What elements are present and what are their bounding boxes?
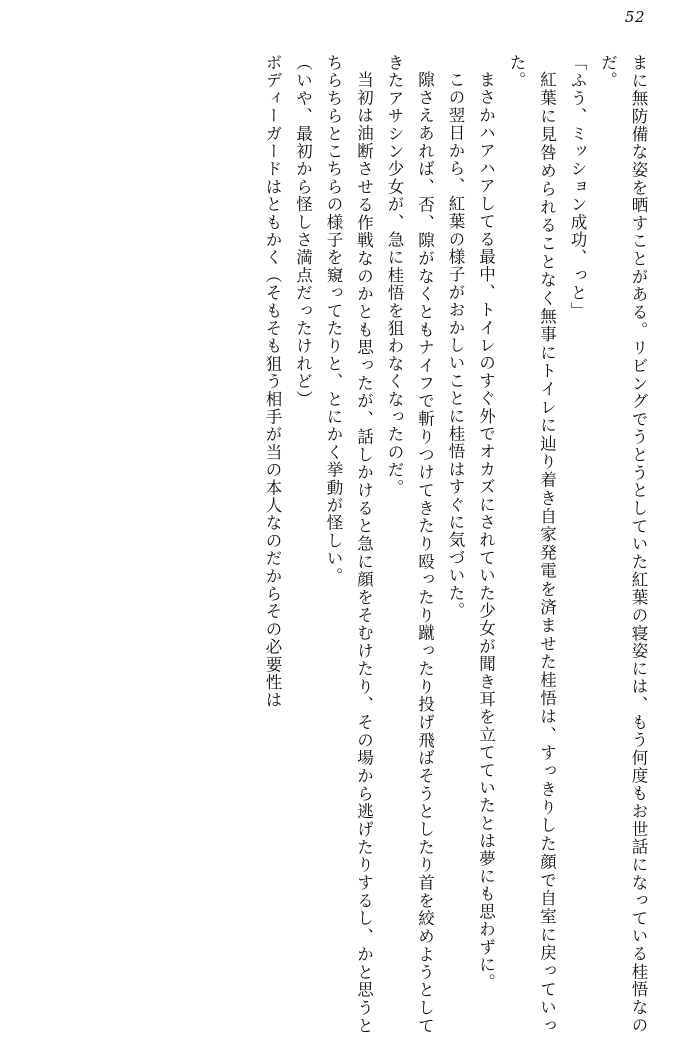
paragraph: 紅葉に見咎められることなく無事にトイレに辿り着き自家発電を済ませた桂悟は、すっきりした顔で自室に戻っていった。	[507, 54, 557, 1034]
paragraph: 「ふう、ミッション成功、っと」	[568, 54, 587, 320]
paragraph: 隙さえあれば、否、隙がなくともナイフで斬りつけてきたり殴ったり蹴ったり投げ飛ばそうとしたり首を絞めようとしてきたアサシン少女が、急に桂悟を狙わなくなったのだ。	[385, 54, 435, 1034]
paragraph: この翌日から、紅葉の様子がおかしいことに桂悟はすぐに気づいた。	[446, 70, 465, 620]
paragraph: （いや、最初から怪しさ満点だったけれど）	[293, 54, 313, 408]
page-number: 52	[624, 8, 645, 26]
paragraph: まに無防備な姿を晒すことがある。リビングでうとうとしていた紅葉の寝姿には、もう何度もお世話になっている桂悟なのだ。	[598, 54, 648, 1034]
paragraph: まさかハアハアしてる最中、トイレのすぐ外でオカズにされていた少女が聞き耳を立てていたとは夢にも思わずに。	[476, 70, 496, 991]
paragraph: 当初は油断させる作戦なのかとも思ったが、話しかけると急に顔をそむけたり、その場から逃げたりするし、かと思うとちらちらとこちらの様子を窺ってたりと、とにかく挙動が怪しい。	[324, 54, 374, 1034]
paragraph: ボディーガードはともかく（そもそも狙う相手が当の本人なのだからその必要性は	[263, 54, 282, 709]
page-text-body	[34, 54, 653, 1034]
